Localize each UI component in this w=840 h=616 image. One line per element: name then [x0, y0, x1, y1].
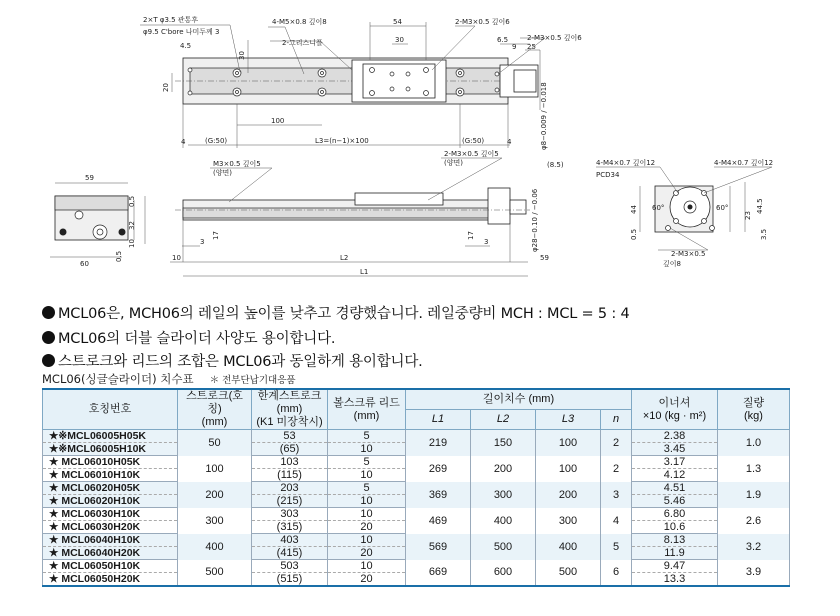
side-view-drawing [170, 149, 564, 276]
counterbore-label: 2×Т φ3.5 관통후 [143, 16, 199, 24]
cell-lead: 5 [328, 456, 406, 469]
dim-32: 32 [128, 221, 136, 230]
dim-3b: 3 [484, 238, 489, 246]
cell-lead: 20 [328, 521, 406, 534]
cell-stroke: 500 [178, 560, 252, 587]
cell-l1: 669 [406, 560, 471, 587]
cell-inertia: 4.51 [632, 482, 718, 495]
dim-44: 44 [630, 205, 638, 214]
cell-n: 2 [601, 456, 632, 482]
cell-lead: 5 [328, 430, 406, 443]
cell-lead: 20 [328, 573, 406, 587]
dim-4a: 4 [181, 138, 186, 146]
m3-top-label: 2-M3×0.5 깊이6 [455, 18, 510, 26]
l2-dimension: L2 [340, 254, 349, 262]
dim-59b: 59 [540, 254, 549, 262]
bullet-text: MCL06은, MCH06의 레일의 높이를 낮추고 경량했습니다. 레일중량비 MCH : MCL = 5 : 4 [58, 306, 630, 322]
cell-mass: 1.3 [718, 456, 790, 482]
cell-limit-stroke: 403 [252, 534, 328, 547]
m3-right-label: 2-M3×0.5 깊이6 [527, 34, 582, 42]
cell-stroke: 50 [178, 430, 252, 456]
angle-60b: 60° [716, 204, 729, 212]
cell-n: 4 [601, 508, 632, 534]
cell-l1: 219 [406, 430, 471, 456]
cell-mass: 3.9 [718, 560, 790, 587]
cell-l2: 500 [471, 534, 536, 560]
cell-limit-stroke: 203 [252, 482, 328, 495]
cell-stroke: 200 [178, 482, 252, 508]
g50-right: (G:50) [462, 137, 485, 145]
table-row [43, 482, 790, 495]
cell-l3: 500 [536, 560, 601, 587]
dim-30b: 30 [238, 51, 246, 60]
dim-3-5: 3.5 [760, 228, 768, 240]
dim-30a: 30 [395, 36, 404, 44]
pcd-label: PCD34 [596, 171, 620, 179]
cell-mass: 3.2 [718, 534, 790, 560]
bullet-line-1 [42, 302, 629, 323]
dim-10a: 10 [128, 239, 136, 248]
cell-model: ★ MCL06020H05K [43, 482, 178, 495]
cell-l3: 200 [536, 482, 601, 508]
col-header-model: 호칭번호 [43, 389, 178, 430]
bullet-dot [42, 331, 55, 344]
top-view-drawing [140, 15, 582, 150]
cell-inertia: 3.45 [632, 443, 718, 456]
cell-model: ★※MCL06005H10K [43, 443, 178, 456]
cell-model: ★ MCL06030H10K [43, 508, 178, 521]
dim-59a: 59 [85, 174, 94, 182]
col-header-length: 길이치수 (mm) [406, 389, 632, 410]
cell-lead: 10 [328, 443, 406, 456]
cell-model: ★ MCL06010H05K [43, 456, 178, 469]
cell-l3: 100 [536, 430, 601, 456]
m5-tap-label: 4-M5×0.8 깊이8 [272, 18, 327, 26]
dim-44-5: 44.5 [756, 198, 764, 214]
cell-inertia: 10.6 [632, 521, 718, 534]
cell-n: 6 [601, 560, 632, 587]
dim-0-5c: 0.5 [630, 228, 638, 240]
cell-mass: 1.9 [718, 482, 790, 508]
cell-limit-stroke: (65) [252, 443, 328, 456]
cell-inertia: 4.12 [632, 469, 718, 482]
m3-side2-note: (양면) [444, 159, 463, 167]
bullet-text: 스트로크와 리드의 조합은 MCL06과 동일하게 용이합니다. [58, 354, 423, 370]
cell-l3: 100 [536, 456, 601, 482]
cell-inertia: 5.46 [632, 495, 718, 508]
cell-limit-stroke: (515) [252, 573, 328, 587]
m4-left-label: 4-M4×0.7 깊이12 [596, 159, 656, 167]
cell-inertia: 11.9 [632, 547, 718, 560]
bullet-dot [42, 306, 55, 319]
cell-mass: 1.0 [718, 430, 790, 456]
bullet-text: MCL06의 더블 슬라이더 사양도 용이합니다. [58, 331, 336, 347]
cell-l2: 200 [471, 456, 536, 482]
dim-4-5: 4.5 [180, 42, 192, 50]
cell-model: ★ MCL06040H20K [43, 547, 178, 560]
col-header-l1: L1 [406, 410, 471, 430]
cell-l1: 369 [406, 482, 471, 508]
g50-left: (G:50) [205, 137, 228, 145]
cell-inertia: 9.47 [632, 560, 718, 573]
dim-8-5: (8.5) [547, 161, 564, 169]
phi28-flange: φ28−0.10 / −0.06 [531, 188, 539, 252]
cell-n: 2 [601, 430, 632, 456]
cell-l1: 469 [406, 508, 471, 534]
cell-inertia: 8.13 [632, 534, 718, 547]
dim-0-5b: 0.5 [115, 250, 123, 262]
l3-dimension: L3=(n−1)×100 [315, 137, 369, 145]
cell-limit-stroke: (415) [252, 547, 328, 560]
cell-lead: 20 [328, 547, 406, 560]
cell-inertia: 2.38 [632, 430, 718, 443]
cell-l3: 300 [536, 508, 601, 534]
col-header-mass: 질량 (kg) [718, 389, 790, 430]
cell-l2: 400 [471, 508, 536, 534]
dimension-table [42, 388, 790, 587]
dim-9: 9 [512, 43, 517, 51]
phi8-shaft: φ8−0.009 / −0.018 [540, 82, 548, 150]
cell-model: ★※MCL06005H05K [43, 430, 178, 443]
col-header-stroke: 스트로크(호칭) (mm) [178, 389, 252, 430]
cell-l2: 600 [471, 560, 536, 587]
cell-l3: 400 [536, 534, 601, 560]
cell-inertia: 6.80 [632, 508, 718, 521]
cell-lead: 10 [328, 560, 406, 573]
cell-inertia: 3.17 [632, 456, 718, 469]
col-header-lead: 볼스크류 리드 (mm) [328, 389, 406, 430]
cell-model: ★ MCL06050H10K [43, 560, 178, 573]
cell-limit-stroke: 53 [252, 430, 328, 443]
m3-side-label: M3×0.5 깊이5 [213, 160, 261, 168]
table-row [43, 430, 790, 443]
cell-lead: 10 [328, 508, 406, 521]
dim-17b: 17 [467, 231, 475, 240]
table-row [43, 560, 790, 573]
m4-right-label: 4-M4×0.7 깊이12 [714, 159, 774, 167]
col-header-l2: L2 [471, 410, 536, 430]
cell-model: ★ MCL06030H20K [43, 521, 178, 534]
bullet-dot [42, 354, 55, 367]
end-view-drawing [50, 174, 145, 268]
dim-60: 60 [80, 260, 89, 268]
cell-model: ★ MCL06010H10K [43, 469, 178, 482]
cell-model: ★ MCL06020H10K [43, 495, 178, 508]
cell-mass: 2.6 [718, 508, 790, 534]
dim-0-5a: 0.5 [128, 195, 136, 207]
col-header-inertia: 이너셔 ×10 (kg · m²) [632, 389, 718, 430]
dim-20: 20 [162, 83, 170, 92]
m3-side-note: (양면) [213, 169, 232, 177]
cell-limit-stroke: 303 [252, 508, 328, 521]
cell-limit-stroke: (115) [252, 469, 328, 482]
cell-inertia: 13.3 [632, 573, 718, 587]
cell-limit-stroke: 103 [252, 456, 328, 469]
table-row [43, 508, 790, 521]
dim-100: 100 [271, 117, 285, 125]
table-body [43, 430, 790, 587]
dim-23: 23 [744, 211, 752, 220]
table-row [43, 534, 790, 547]
table-note: ＊ 전부단납기대응품 [209, 375, 296, 386]
cell-stroke: 400 [178, 534, 252, 560]
table-row [43, 456, 790, 469]
dim-6-5: 6.5 [497, 36, 509, 44]
cell-stroke: 100 [178, 456, 252, 482]
counterbore-label-2: φ9.5 C'bore 나미두께 3 [143, 28, 220, 36]
bullet-line-2 [42, 327, 335, 348]
cell-n: 5 [601, 534, 632, 560]
cell-model: ★ MCL06050H20K [43, 573, 178, 587]
cell-limit-stroke: (315) [252, 521, 328, 534]
cell-lead: 10 [328, 534, 406, 547]
dim-17a: 17 [212, 231, 220, 240]
col-header-limit-stroke: 한계스트로크(mm) (K1 미장착시) [252, 389, 328, 430]
grease-nipple-label: 2-그리스니플 [282, 39, 323, 47]
cell-lead: 10 [328, 495, 406, 508]
cell-l2: 300 [471, 482, 536, 508]
cell-n: 3 [601, 482, 632, 508]
angle-60a: 60° [652, 204, 665, 212]
table-caption [42, 371, 296, 387]
cell-lead: 10 [328, 469, 406, 482]
l1-dimension: L1 [360, 268, 369, 276]
bullet-line-3 [42, 350, 423, 371]
dim-4b: 4 [507, 138, 512, 146]
dim-54: 54 [393, 18, 402, 26]
m3-side2-label: 2-M3×0.5 깊이5 [444, 150, 499, 158]
dim-25: 25 [527, 43, 536, 51]
cell-limit-stroke: 503 [252, 560, 328, 573]
flange-view-drawing [596, 158, 773, 268]
dim-3a: 3 [200, 238, 205, 246]
col-header-n: n [601, 410, 632, 430]
table-caption-text: MCL06(싱글슬라이더) 치수표 [42, 372, 194, 386]
cell-l2: 150 [471, 430, 536, 456]
m3-front-depth: 깊이8 [663, 260, 681, 268]
cell-model: ★ MCL06040H10K [43, 534, 178, 547]
cell-l1: 569 [406, 534, 471, 560]
dim-10b: 10 [172, 254, 181, 262]
m3-front-label: 2-M3×0.5 [671, 250, 706, 258]
cell-l1: 269 [406, 456, 471, 482]
cell-stroke: 300 [178, 508, 252, 534]
technical-drawings [0, 0, 840, 292]
cell-lead: 5 [328, 482, 406, 495]
col-header-l3: L3 [536, 410, 601, 430]
cell-limit-stroke: (215) [252, 495, 328, 508]
